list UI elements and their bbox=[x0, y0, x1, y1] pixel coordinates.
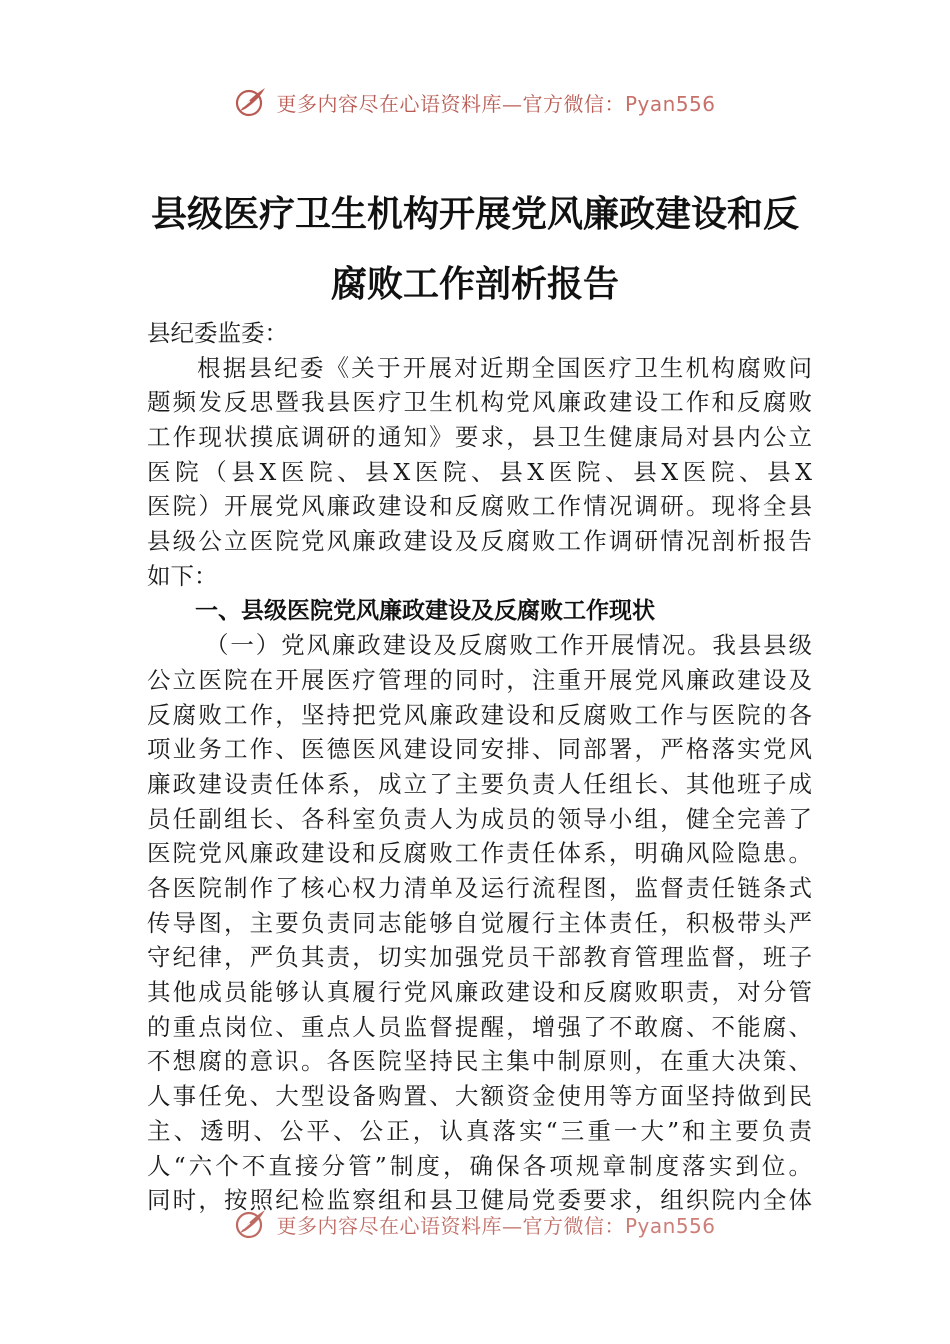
body-line: 的重点岗位、重点人员监督提醒，增强了不敢腐、不能腐、 bbox=[147, 1012, 812, 1041]
quill-logo-icon bbox=[234, 85, 268, 119]
section-heading: 一、县级医院党风廉政建设及反腐败工作现状 bbox=[195, 597, 655, 624]
body-line: 根据县纪委《关于开展对近期全国医疗卫生机构腐败问 bbox=[197, 353, 812, 382]
body-line: 公立医院在开展医疗管理的同时，注重开展党风廉政建设及 bbox=[147, 665, 812, 694]
document-body bbox=[147, 316, 812, 1218]
body-line: 县级公立医院党风廉政建设及反腐败工作调研情况剖析报告 bbox=[147, 527, 812, 556]
body-line: 同时，按照纪检监察组和县卫健局党委要求，组织院内全体 bbox=[147, 1186, 812, 1215]
body-line: 医院党风廉政建设和反腐败工作责任体系，明确风险隐患。 bbox=[147, 839, 812, 868]
body-line: 各医院制作了核心权力清单及运行流程图，监督责任链条式 bbox=[147, 874, 812, 902]
document-title-line-1: 县级医疗卫生机构开展党风廉政建设和反 bbox=[150, 193, 799, 235]
watermark-text: 更多内容尽在心语资料库—官方微信：Pyan556 bbox=[276, 1213, 716, 1238]
watermark-footer bbox=[0, 1204, 950, 1244]
body-line: 不想腐的意识。各医院坚持民主集中制原则，在重大决策、 bbox=[147, 1047, 812, 1076]
body-line: 项业务工作、医德医风建设同安排、同部署，严格落实党风 bbox=[147, 735, 812, 764]
salutation: 县纪委监委： bbox=[147, 319, 288, 347]
subsection-heading-line: （一）党风廉政建设及反腐败工作开展情况。我县县级 bbox=[205, 631, 812, 660]
body-line: 医院（县X医院、县X医院、县X医院、县X医院、县X bbox=[147, 457, 812, 486]
body-line: 工作现状摸底调研的通知》要求，县卫生健康局对县内公立 bbox=[147, 423, 812, 452]
body-line: 医院）开展党风廉政建设和反腐败工作情况调研。现将全县 bbox=[147, 492, 812, 521]
body-line: 其他成员能够认真履行党风廉政建设和反腐败职责，对分管 bbox=[147, 978, 812, 1007]
body-line: 反腐败工作，坚持把党风廉政建设和反腐败工作与医院的各 bbox=[147, 700, 812, 729]
watermark-header bbox=[0, 82, 950, 122]
body-line: 主、透明、公平、公正，认真落实“三重一大”和主要负责 bbox=[147, 1116, 812, 1145]
body-line: 员任副组长、各科室负责人为成员的领导小组，健全完善了 bbox=[147, 804, 812, 833]
document-title-line-2: 腐败工作剖析报告 bbox=[330, 263, 619, 305]
body-line: 题频发反思暨我县医疗卫生机构党风廉政建设工作和反腐败 bbox=[147, 388, 812, 417]
body-line: 守纪律，严负其责，切实加强党员干部教育管理监督，班子 bbox=[147, 943, 812, 972]
body-line: 人“六个不直接分管”制度，确保各项规章制度落实到位。 bbox=[147, 1151, 812, 1180]
body-line: 廉政建设责任体系，成立了主要负责人任组长、其他班子成 bbox=[147, 769, 812, 798]
body-line: 人事任免、大型设备购置、大额资金使用等方面坚持做到民 bbox=[147, 1082, 812, 1111]
watermark-text: 更多内容尽在心语资料库—官方微信：Pyan556 bbox=[276, 91, 716, 116]
body-line: 传导图，主要负责同志能够自觉履行主体责任，积极带头严 bbox=[147, 908, 812, 937]
body-line: 如下： bbox=[147, 561, 218, 590]
quill-logo-icon bbox=[234, 1207, 268, 1241]
